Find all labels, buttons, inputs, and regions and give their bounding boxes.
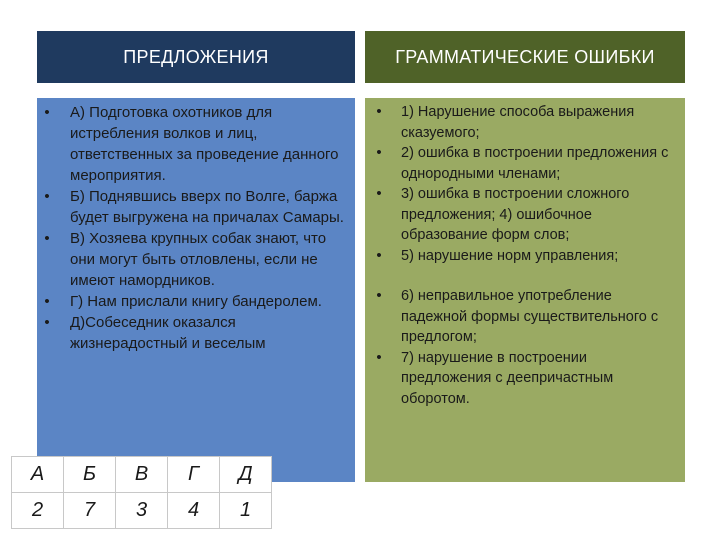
- answer-number: 1: [220, 493, 272, 529]
- errors-header: [365, 31, 685, 83]
- errors-header-label: ГРАММАТИЧЕСКИЕ ОШИБКИ: [395, 46, 655, 67]
- error-item: [365, 286, 681, 348]
- sentence-item: [37, 312, 349, 354]
- answers-letters-row: [12, 457, 272, 493]
- error-item: [365, 184, 681, 246]
- error-item: [365, 348, 681, 410]
- error-text: 1) Нарушение способа выражения сказуемого;: [401, 104, 635, 141]
- sentences-list: [37, 102, 349, 354]
- error-item: [365, 102, 681, 143]
- error-item: [365, 246, 681, 267]
- sentence-text: В) Хозяева крупных собак знают, что они могут быть отловлены, если не имеют намордников.: [70, 230, 327, 289]
- answer-letter: Г: [168, 457, 220, 493]
- error-text: 7) нарушение в построении предложения с деепричастным оборотом.: [401, 349, 614, 407]
- bullet-icon: •: [44, 230, 50, 247]
- answer-number: 3: [116, 493, 168, 529]
- bullet-icon: •: [376, 246, 382, 264]
- bullet-icon: •: [44, 314, 50, 331]
- answer-letter: А: [12, 457, 64, 493]
- bullet-icon: •: [376, 103, 382, 120]
- sentence-item: [37, 228, 349, 291]
- sentence-text: Б) Поднявшись вверх по Волге, баржа будет выгружена на причалах Самары.: [70, 188, 344, 226]
- bullet-icon: •: [44, 293, 50, 310]
- answer-number: 2: [12, 493, 64, 529]
- answer-number: 4: [168, 493, 220, 529]
- error-text: 3) ошибка в построении сложного предложения; 4) ошибочное образование форм слов;: [401, 186, 630, 243]
- answer-number: 7: [64, 493, 116, 529]
- errors-panel: [365, 98, 685, 482]
- sentences-header-label: ПРЕДЛОЖЕНИЯ: [123, 46, 269, 67]
- error-text: 2) ошибка в построении предложения с однородными членами;: [401, 145, 669, 182]
- bullet-icon: •: [44, 188, 50, 205]
- sentence-item: [37, 186, 349, 228]
- sentences-header: [37, 31, 355, 83]
- bullet-icon: •: [44, 104, 50, 121]
- sentence-text: Г) Нам прислали книгу бандеролем.: [70, 293, 322, 310]
- error-text: 6) неправильное употребление падежной формы существительного с предлогом;: [401, 288, 659, 345]
- answer-letter: Б: [64, 457, 116, 493]
- error-item: [365, 143, 681, 184]
- sentence-text: Д)Собеседник оказался жизнерадостный и веселым: [70, 314, 266, 352]
- answers-numbers-row: [12, 493, 272, 529]
- sentences-panel: [37, 98, 355, 482]
- bullet-icon: •: [376, 287, 382, 304]
- sentence-item: [37, 291, 349, 312]
- answer-letter: В: [116, 457, 168, 493]
- answers-table: [11, 456, 272, 529]
- bullet-icon: •: [376, 144, 382, 161]
- sentence-text: А) Подготовка охотников для истребления волков и лиц, ответственных за проведение данного мероприятия.: [70, 104, 339, 184]
- bullet-icon: •: [376, 348, 382, 366]
- error-text: 5) нарушение норм управления;: [401, 247, 619, 264]
- bullet-icon: •: [376, 185, 382, 202]
- errors-list: [365, 102, 681, 409]
- answer-letter: Д: [220, 457, 272, 493]
- sentence-item: [37, 102, 349, 186]
